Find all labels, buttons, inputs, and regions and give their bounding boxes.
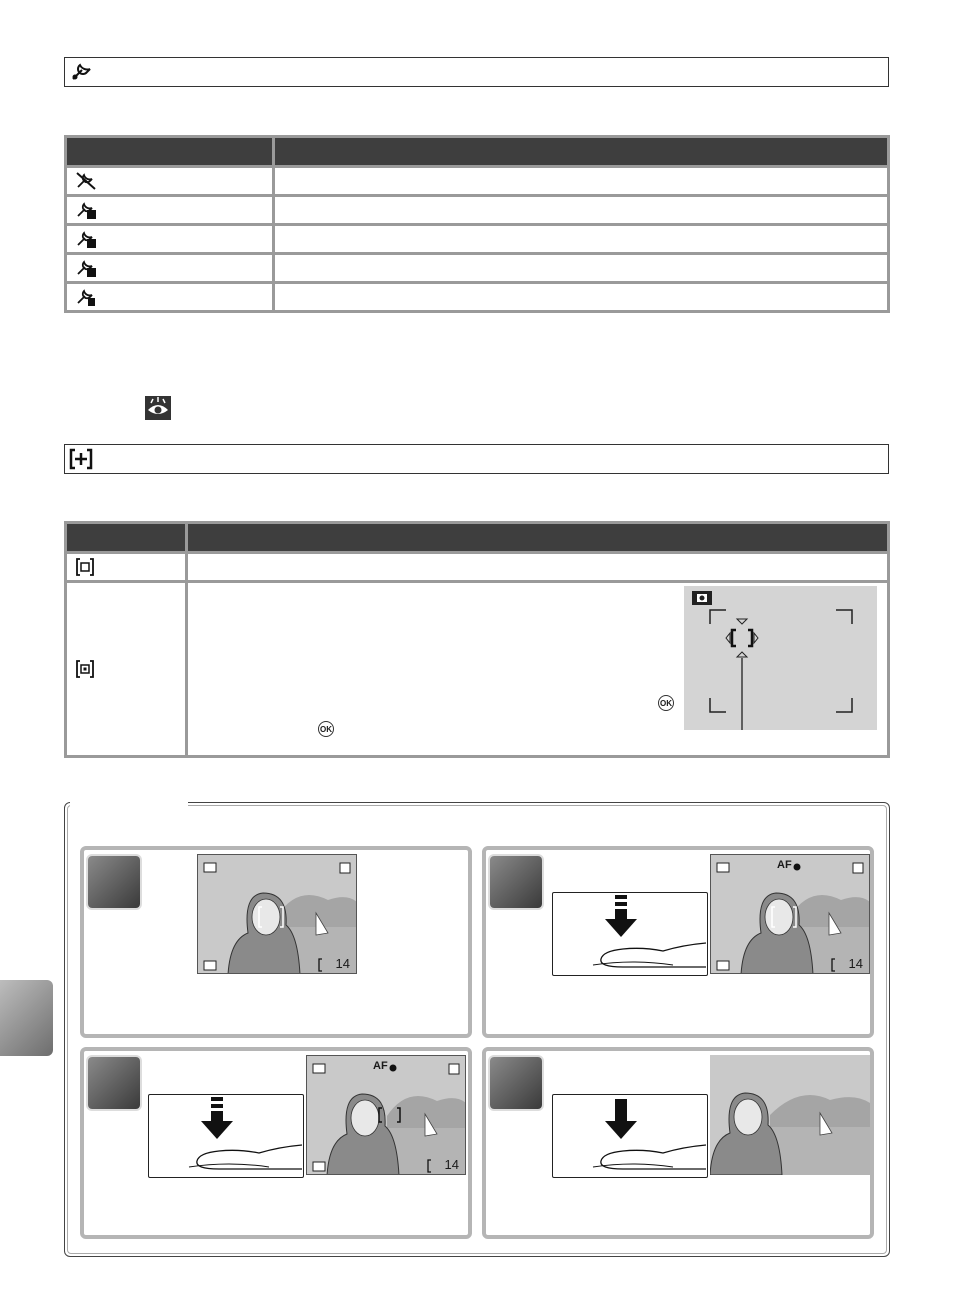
portrait-scene <box>198 855 357 974</box>
eye-icon <box>145 396 171 420</box>
lcd-photo-1 <box>197 854 357 974</box>
sharpening-low-icon <box>75 258 97 278</box>
ok-button-symbol: OK <box>658 695 674 711</box>
af-indicator: AF <box>777 859 792 871</box>
af-area-icon <box>69 448 93 470</box>
table1-header-description <box>275 138 887 168</box>
table-row <box>67 583 887 755</box>
portrait-scene <box>307 1056 466 1175</box>
step-badge-4 <box>490 1057 542 1109</box>
table-row <box>67 226 887 255</box>
table2-header-description <box>188 524 887 554</box>
table1-header-option <box>67 138 275 168</box>
lcd-photo-4 <box>710 1055 870 1175</box>
arrow-down-icon <box>605 919 637 937</box>
table-row <box>67 168 887 197</box>
sharpening-normal-icon <box>75 229 97 249</box>
table2-header-option <box>67 524 188 554</box>
portrait-scene <box>710 1055 870 1175</box>
sharpening-high-icon <box>75 200 97 220</box>
table-row <box>67 197 887 226</box>
ok-button-symbol: OK <box>318 721 334 737</box>
lcd-photo-2 <box>710 854 870 974</box>
arrow-down-icon <box>201 1121 233 1139</box>
lcd-photo-3 <box>306 1055 466 1175</box>
frames-remaining: 14 <box>335 956 350 971</box>
sharpening-section-bar <box>64 57 889 87</box>
full-press-illustration <box>552 1094 708 1178</box>
step-badge-2 <box>490 856 542 908</box>
chapter-side-tab <box>0 980 53 1056</box>
table-row <box>67 554 887 583</box>
step-panel-1 <box>80 846 472 1038</box>
portrait-scene <box>711 855 870 974</box>
table-row <box>67 284 887 310</box>
af-area-section-bar <box>64 444 889 474</box>
viewfinder-illustration <box>684 586 877 730</box>
frames-remaining: 14 <box>444 1157 459 1172</box>
step-panel-2 <box>482 846 874 1038</box>
half-press-illustration <box>148 1094 304 1178</box>
table-row <box>67 255 887 284</box>
af-area-table <box>64 521 890 758</box>
box-title-tab <box>70 797 188 811</box>
wrench-icon <box>69 61 95 83</box>
step-badge-3 <box>88 1057 140 1109</box>
half-press-illustration <box>552 892 708 976</box>
af-auto-icon <box>75 557 95 577</box>
sharpening-table <box>64 135 890 313</box>
step-badge-1 <box>88 856 140 908</box>
focus-frame-brackets <box>684 586 877 730</box>
step-panel-4 <box>482 1047 874 1239</box>
step-panel-3 <box>80 1047 472 1239</box>
sharpening-auto-icon <box>75 287 97 307</box>
arrow-down-icon <box>605 1121 637 1139</box>
sharpening-off-icon <box>75 171 97 191</box>
af-manual-icon <box>75 659 95 679</box>
af-indicator: AF <box>373 1060 388 1072</box>
frames-remaining: 14 <box>848 956 863 971</box>
